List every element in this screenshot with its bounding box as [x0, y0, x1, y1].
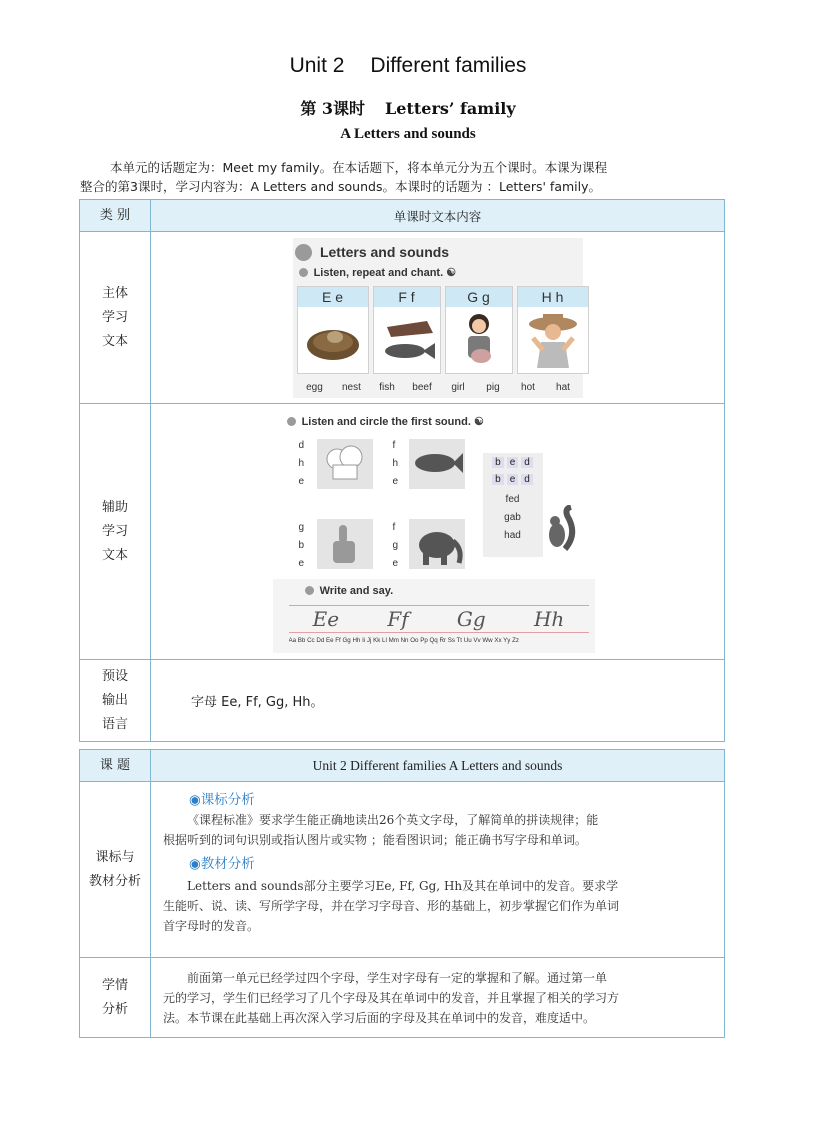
textbook-line-2: 生能听、说、读、写所学字母，并在学习字母音、形的基础上，初步掌握它们作为单词 [163, 899, 620, 913]
label-line: 语言 [101, 716, 128, 732]
label-line: 主体 [101, 285, 128, 301]
unit-number: Unit 2 [289, 54, 345, 77]
fish-beef-image [374, 307, 440, 373]
topic-text: Unit 2 Different families A Letters and sounds [151, 750, 725, 782]
lesson-number: 第 3课时 [300, 99, 366, 118]
choices-chef [299, 437, 305, 491]
instruction-text: Listen, repeat and chant. [313, 266, 444, 279]
label-line: 学习 [101, 309, 128, 325]
label-line: 预设 [101, 668, 128, 684]
unit-name: Different families [370, 54, 527, 77]
word: fish [379, 381, 395, 393]
card-words [297, 382, 581, 393]
section-title-standards: ◉课标分析 [189, 792, 255, 808]
textbook-line-1: Letters and sounds部分主要学习Ee, Ff, Gg, Hh及其在单词中的发音。要求学 [187, 879, 619, 893]
girl-pig-image [446, 307, 512, 373]
row-output-label [80, 660, 151, 742]
instruction-text: Listen and circle the first sound. [301, 415, 471, 428]
row-aux-text-label [80, 404, 151, 660]
choice[interactable]: b [298, 539, 305, 551]
analysis-cell [151, 782, 725, 958]
letter-cards [297, 286, 589, 374]
analysis-table [79, 749, 725, 1038]
choice[interactable]: e [298, 557, 305, 569]
card-letters: E e [298, 287, 368, 307]
part-heading: A Letters and sounds [340, 126, 476, 142]
choices-fish [393, 437, 399, 491]
bullet-icon [299, 268, 308, 277]
aux-panels [273, 409, 603, 655]
blend-letter: e [507, 457, 519, 468]
textbook-line-3: 首字母时的发音。 [163, 919, 260, 933]
letter-card-h [517, 286, 589, 374]
row-analysis-label [80, 782, 151, 958]
label-line: 教材分析 [88, 873, 141, 889]
choice[interactable]: g [392, 539, 399, 551]
choices-elephant [393, 519, 399, 573]
label-line: 辅助 [101, 499, 128, 515]
blend-word: gab [504, 511, 521, 523]
aux-text-cell [151, 404, 725, 660]
choice[interactable]: d [298, 439, 305, 451]
choices-thumb [299, 519, 305, 573]
letter-card-e [297, 286, 369, 374]
choice[interactable]: e [298, 475, 305, 487]
label-line: 分析 [101, 1001, 128, 1017]
panel-title: Letters and sounds [319, 243, 450, 260]
output-language-text: 字母 Ee, Ff, Gg, Hh。 [151, 660, 725, 742]
student-analysis-cell [151, 958, 725, 1038]
label-line: 输出 [101, 692, 128, 708]
word: hat [556, 381, 570, 393]
blend-word: had [504, 529, 521, 541]
main-text-cell [151, 232, 725, 404]
student-line-1: 前面第一单元已经学过四个字母，学生对字母有一定的掌握和了解。通过第一单 [187, 970, 608, 985]
blend-word: fed [505, 493, 520, 505]
lesson-heading [0, 96, 816, 119]
hot-hat-image [518, 307, 588, 373]
alphabet-strip: Aa Bb Cc Dd Ee Ff Gg Hh Ii Jj Kk Ll Mm Nn Oo Pp Qq Rr Ss Tt Uu Vv Ww Xx Yy Zz [288, 636, 519, 644]
section-title-textbook: ◉教材分析 [189, 856, 255, 872]
instruction-text: Write and say. [319, 584, 394, 597]
header-topic: 课 题 [80, 750, 151, 782]
instruction-row [287, 415, 484, 428]
row-student-label [80, 958, 151, 1038]
choice[interactable]: f [392, 439, 396, 451]
blend-letter: e [507, 474, 519, 485]
word: girl [451, 381, 465, 393]
unit-title [0, 54, 816, 78]
handwriting-lines [289, 605, 589, 633]
intro-paragraph [80, 158, 730, 196]
label-line: 文本 [101, 547, 128, 563]
choice[interactable]: e [392, 557, 399, 569]
blend-letter: d [521, 457, 533, 468]
word: beef [412, 381, 432, 393]
headphones-icon: ☯ [446, 266, 457, 279]
blend-letter: b [492, 474, 504, 485]
letter-card-f [373, 286, 441, 374]
blend-letter: d [521, 474, 533, 485]
handwriting-letter: Hh [533, 606, 565, 631]
bullet-icon [295, 244, 312, 261]
chef-hat-image [317, 439, 373, 489]
squirrel-icon [543, 505, 577, 555]
content-table [79, 199, 725, 742]
student-line-3: 法。本节课在此基础上再次深入学习后面的字母及其在单词中的发音，难度适中。 [163, 1010, 596, 1025]
blend-row-1 [483, 457, 543, 468]
choice[interactable]: e [392, 475, 399, 487]
panel-title-row [295, 244, 450, 262]
row-main-text-label [80, 232, 151, 404]
label-line: 文本 [101, 333, 128, 349]
standards-line-1: 《课程标准》要求学生能正确地读出26个英文字母，了解简单的拼读规律；能 [187, 813, 599, 827]
nest-image [298, 307, 368, 373]
handwriting-letter: Ff [387, 606, 409, 631]
instruction-row [305, 585, 394, 597]
instruction-row [299, 266, 457, 279]
blend-words [483, 491, 543, 545]
intro-line-1: 本单元的话题定为：Meet my family。在本话题下，将本单元分为五个课时。本课为课程 [110, 160, 608, 175]
handwriting-letter: Ee [312, 606, 340, 631]
choice[interactable]: f [392, 521, 396, 533]
card-letters: G g [446, 287, 512, 307]
choice[interactable]: h [298, 457, 305, 469]
headphones-icon: ☯ [473, 415, 484, 428]
blend-row-2 [483, 474, 543, 485]
word: hot [521, 381, 535, 393]
lesson-title: Letters’ family [385, 99, 516, 118]
word: nest [341, 381, 361, 393]
intro-line-2: 整合的第3课时，学习内容为：A Letters and sounds。本课时的话题为 ：Letters' family。 [80, 179, 602, 194]
choice[interactable]: h [392, 457, 399, 469]
header-content: 单课时文本内容 [151, 200, 725, 232]
word: egg [306, 381, 323, 393]
letters-sounds-panel [293, 238, 583, 398]
circle-sound-panel [277, 409, 577, 573]
card-letters: H h [518, 287, 588, 307]
label-line: 课标与 [95, 849, 135, 865]
header-category: 类 别 [80, 200, 151, 232]
write-say-panel [273, 579, 595, 653]
label-line: 学习 [101, 523, 128, 539]
blending-panel [483, 453, 543, 557]
thumb-image [317, 519, 373, 569]
card-letters: F f [374, 287, 440, 307]
handwriting-letter: Gg [456, 606, 486, 631]
label-line: 学情 [101, 977, 128, 993]
bullet-icon [305, 586, 314, 595]
fish-image [409, 439, 465, 489]
letter-card-g [445, 286, 513, 374]
student-line-2: 元的学习，学生们已经学习了几个字母及其在单词中的发音，并且掌握了相关的学习方 [163, 990, 620, 1005]
word: pig [486, 381, 500, 393]
bullet-icon [287, 417, 296, 426]
choice[interactable]: g [298, 521, 305, 533]
elephant-image [409, 519, 465, 569]
standards-line-2: 根据听到的词句识别或指认图片或实物 ；能看图识词；能正确书写字母和单词。 [163, 833, 587, 847]
blend-letter: b [492, 457, 504, 468]
